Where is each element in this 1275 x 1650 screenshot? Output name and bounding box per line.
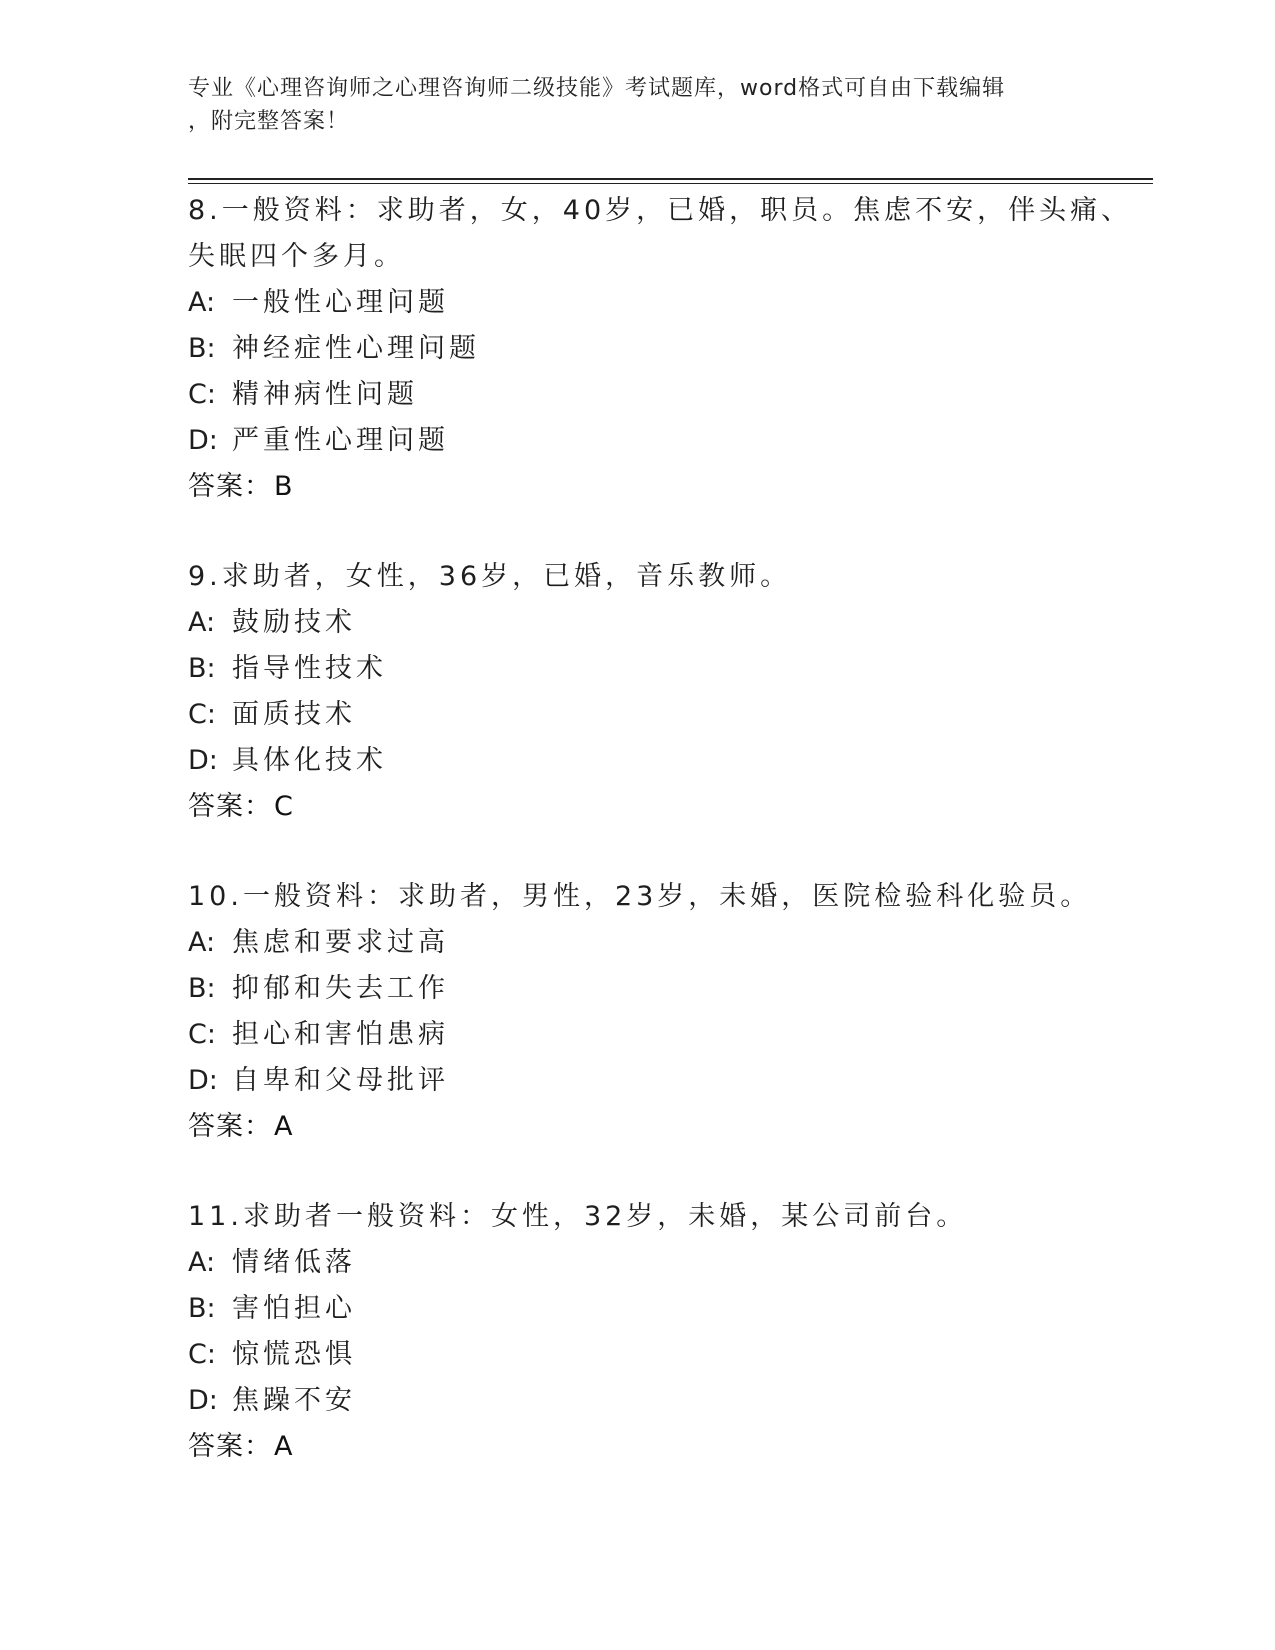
option-text: 担心和害怕患病 [232, 1019, 449, 1050]
option-text: 精神病性问题 [232, 379, 418, 410]
option-text: 严重性心理问题 [232, 425, 449, 456]
question-11 [188, 1194, 1148, 1470]
option-d [188, 738, 1148, 784]
option-label: A: [188, 287, 216, 318]
option-label: B: [188, 1293, 216, 1324]
option-c [188, 1012, 1148, 1058]
answer-line [188, 464, 1148, 510]
question-10 [188, 874, 1148, 1150]
option-text: 一般性心理问题 [232, 287, 449, 318]
question-stem-continued: 失眠四个多月。 [188, 241, 405, 272]
option-text: 面质技术 [232, 699, 356, 730]
answer-value: A [274, 1431, 294, 1462]
option-text: 具体化技术 [232, 745, 387, 776]
option-text: 焦虑和要求过高 [232, 927, 449, 958]
question-list [188, 188, 1148, 1514]
option-text: 神经症性心理问题 [232, 333, 480, 364]
answer-value: C [274, 791, 294, 822]
option-b [188, 966, 1148, 1012]
option-label: C: [188, 1339, 216, 1370]
header-divider-thin [188, 183, 1153, 184]
option-a [188, 1240, 1148, 1286]
option-label: B: [188, 653, 216, 684]
answer-label: 答案： [188, 1431, 272, 1462]
answer-label: 答案： [188, 791, 272, 822]
option-label: C: [188, 699, 216, 730]
option-d [188, 418, 1148, 464]
header-line-1: 专业《心理咨询师之心理咨询师二级技能》考试题库，word格式可自由下载编辑 [188, 76, 1006, 101]
option-label: B: [188, 973, 216, 1004]
option-a [188, 920, 1148, 966]
option-b [188, 1286, 1148, 1332]
question-stem: 10.一般资料：求助者，男性，23岁，未婚，医院检验科化验员。 [188, 881, 1092, 912]
answer-line [188, 1104, 1148, 1150]
option-d [188, 1058, 1148, 1104]
option-label: D: [188, 1065, 218, 1096]
option-a [188, 600, 1148, 646]
answer-line [188, 1424, 1148, 1470]
header-line-2: ，附完整答案！ [188, 109, 350, 134]
option-text: 鼓励技术 [232, 607, 356, 638]
question-stem: 11.求助者一般资料：女性，32岁，未婚，某公司前台。 [188, 1201, 968, 1232]
option-text: 自卑和父母批评 [232, 1065, 449, 1096]
question-stem: 9.求助者，女性，36岁，已婚，音乐教师。 [188, 561, 792, 592]
option-a [188, 280, 1148, 326]
document-header [188, 72, 1088, 138]
option-label: A: [188, 1247, 216, 1278]
answer-value: B [274, 471, 294, 502]
option-c [188, 372, 1148, 418]
option-text: 惊慌恐惧 [232, 1339, 356, 1370]
answer-line [188, 784, 1148, 830]
option-label: B: [188, 333, 216, 364]
option-label: C: [188, 1019, 216, 1050]
option-c [188, 692, 1148, 738]
option-text: 指导性技术 [232, 653, 387, 684]
option-label: D: [188, 1385, 218, 1416]
option-text: 害怕担心 [232, 1293, 356, 1324]
option-label: D: [188, 745, 218, 776]
answer-value: A [274, 1111, 294, 1142]
question-9 [188, 554, 1148, 830]
option-label: C: [188, 379, 216, 410]
option-text: 抑郁和失去工作 [232, 973, 449, 1004]
option-d [188, 1378, 1148, 1424]
option-b [188, 326, 1148, 372]
option-label: D: [188, 425, 218, 456]
answer-label: 答案： [188, 471, 272, 502]
option-b [188, 646, 1148, 692]
option-label: A: [188, 607, 216, 638]
header-divider-thick [188, 178, 1153, 180]
question-8 [188, 188, 1148, 510]
option-text: 焦躁不安 [232, 1385, 356, 1416]
answer-label: 答案： [188, 1111, 272, 1142]
option-text: 情绪低落 [232, 1247, 356, 1278]
option-c [188, 1332, 1148, 1378]
option-label: A: [188, 927, 216, 958]
question-stem: 8.一般资料：求助者，女，40岁，已婚，职员。焦虑不安，伴头痛、 [188, 195, 1133, 226]
